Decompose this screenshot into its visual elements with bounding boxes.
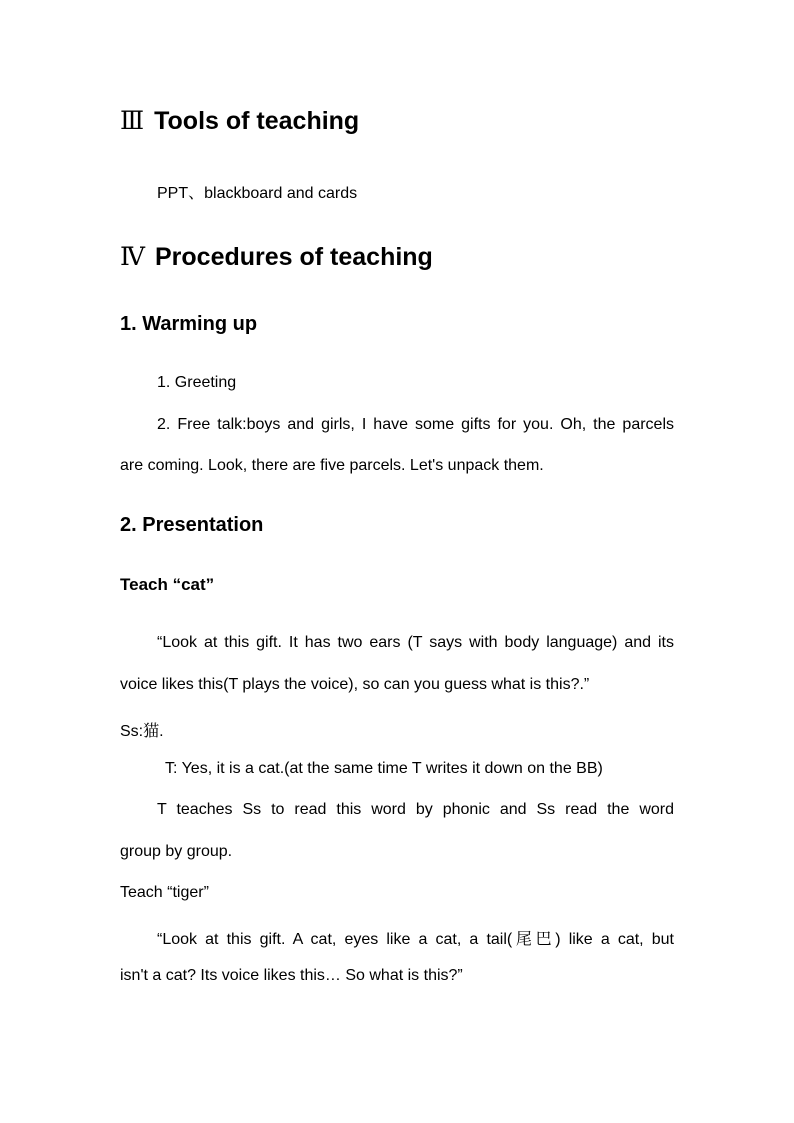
section-title: Tools of teaching	[154, 107, 360, 135]
warming-up-item-2-line-2: are coming. Look, there are five parcels. Let's unpack them.	[120, 457, 544, 474]
section-heading-procedures	[120, 242, 433, 272]
warming-up-item-1: 1. Greeting	[157, 374, 237, 391]
ss-answer: Ss:猫.	[120, 723, 164, 740]
warming-up-item-2-line-1: 2. Free talk:boys and girls, I have some gifts for you. Oh, the parcels	[157, 416, 674, 433]
teach-cat-heading: Teach “cat”	[120, 575, 215, 594]
teach-cat-quote-line-2: voice likes this(T plays the voice), so can you guess what is this?.”	[120, 676, 590, 693]
presentation-heading: 2. Presentation	[120, 514, 264, 536]
teach-tiger-heading: Teach “tiger”	[120, 884, 209, 901]
teacher-reply: T: Yes, it is a cat.(at the same time T writes it down on the BB)	[165, 760, 603, 777]
teach-tiger-quote-line-1: “Look at this gift. A cat, eyes like a cat, a tail(尾巴) like a cat, but	[157, 931, 674, 948]
phonic-line-1: T teaches Ss to read this word by phonic and Ss read the word	[157, 801, 674, 818]
section-heading-tools	[120, 106, 359, 136]
section-numeral: Ⅳ	[120, 242, 145, 271]
teach-cat-quote-line-1: “Look at this gift. It has two ears (T says with body language) and its	[157, 634, 674, 651]
warming-up-heading: 1. Warming up	[120, 313, 258, 335]
teach-tiger-quote-line-2: isn't a cat? Its voice likes this… So what is this?”	[120, 967, 463, 984]
section-numeral: Ⅲ	[120, 106, 145, 135]
section-title: Procedures of teaching	[154, 243, 433, 271]
phonic-line-2: group by group.	[120, 843, 233, 860]
tools-body: PPT、blackboard and cards	[157, 185, 358, 202]
